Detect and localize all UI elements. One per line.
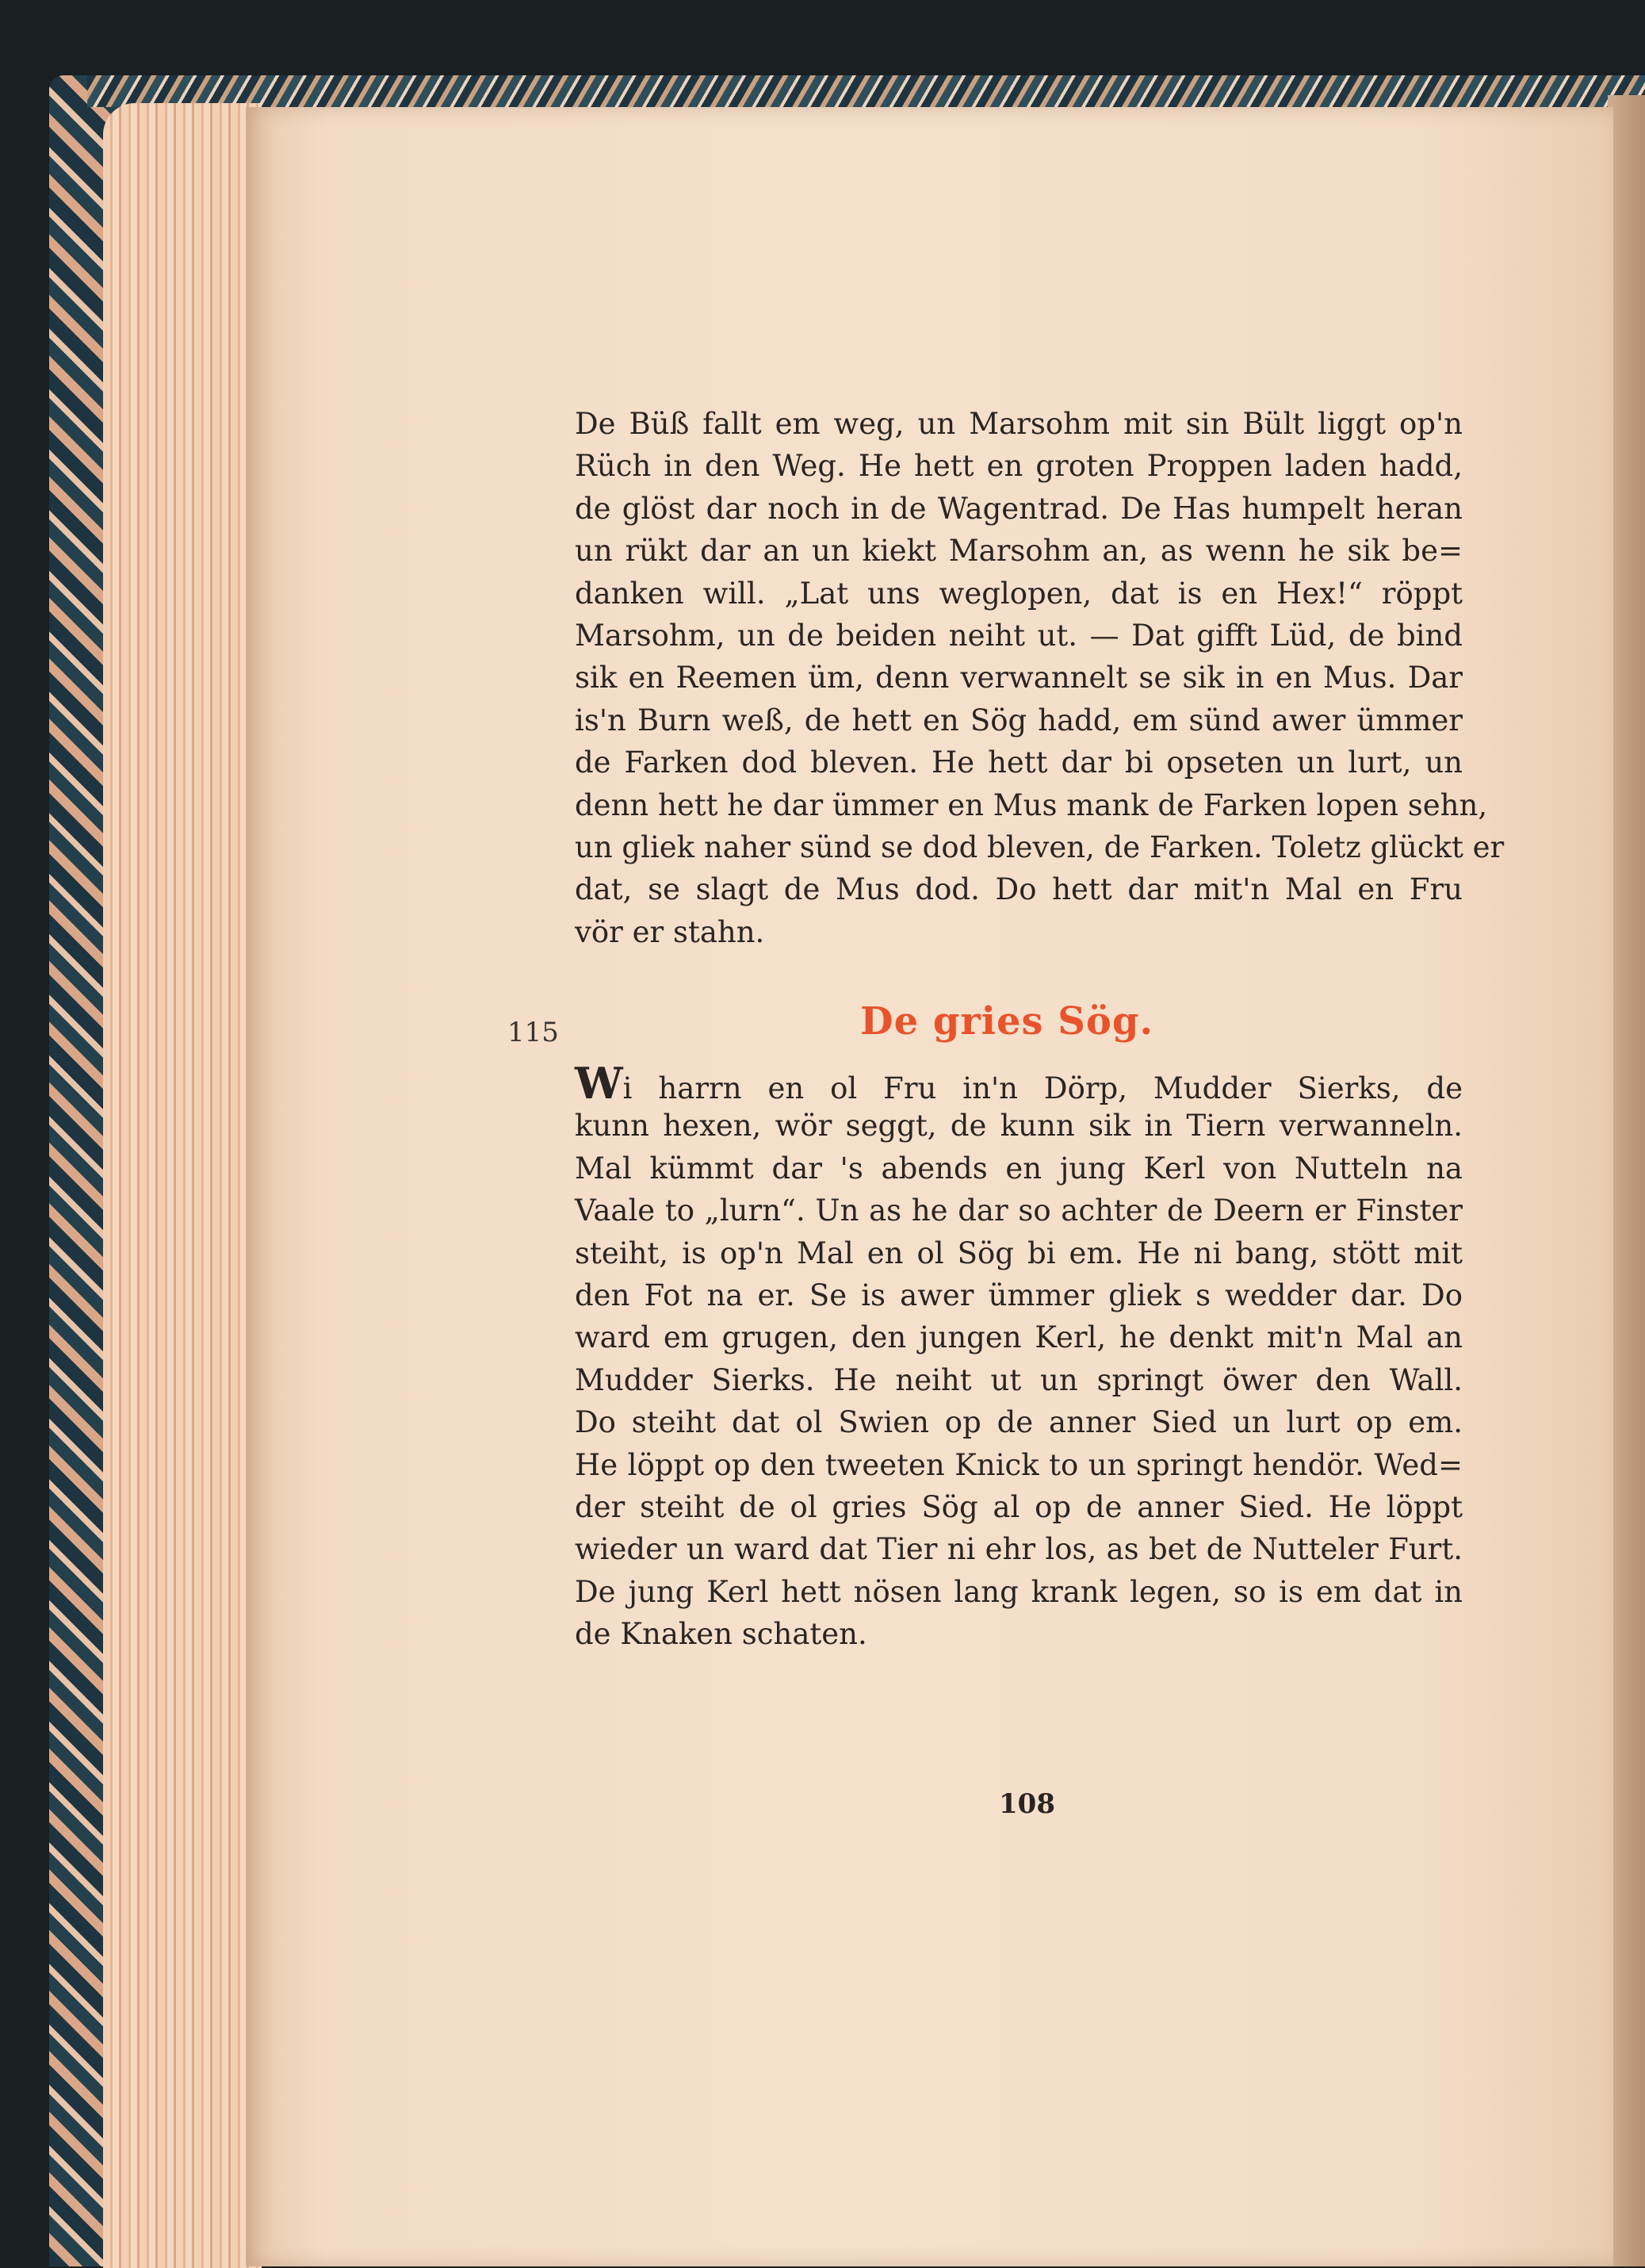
- text-line: ward em grugen, den jungen Kerl, he denkt mit'n Mal an: [575, 1320, 1463, 1355]
- text-line: wieder un ward dat Tier ni ehr los, as bet de Nutteler Furt.: [575, 1532, 1463, 1567]
- text-line: denn hett he dar ümmer en Mus mank de Farken lopen sehn,: [575, 787, 1488, 822]
- text-line: steiht, is op'n Mal en ol Sög bi em. He ni bang, stött mit: [575, 1236, 1463, 1270]
- text-line: is'n Burn weß, de hett en Sög hadd, em sünd awer ümmer: [575, 703, 1463, 737]
- page-number: 108: [999, 1788, 1055, 1820]
- text-line: der steiht de ol gries Sög al op de anner Sied. He löppt: [575, 1489, 1463, 1524]
- drop-cap: W: [575, 1058, 623, 1109]
- text-line: Rüch in den Weg. He hett en groten Proppen laden hadd,: [575, 449, 1463, 484]
- text-line: Mudder Sierks. He neiht ut un springt öwer den Wall.: [575, 1362, 1463, 1397]
- text-line: danken will. „Lat uns weglopen, dat is en Hex!“ röppt: [575, 576, 1463, 611]
- text-line: De jung Kerl hett nösen lang krank legen, so is em dat in: [575, 1574, 1463, 1609]
- facing-page-edge: [1608, 95, 1645, 2266]
- page-edges: [103, 103, 262, 2268]
- text-line: de Farken dod bleven. He hett dar bi opseten un lurt, un: [575, 745, 1463, 780]
- text-line: vör er stahn.: [575, 914, 765, 949]
- paragraph-1: [575, 403, 1505, 953]
- text-line: He löppt op den tweeten Knick to un springt hendör. Wed=: [575, 1447, 1463, 1482]
- text-line: un rükt dar an un kiekt Marsohm an, as wenn he sik be=: [575, 534, 1463, 569]
- text-line: den Fot na er. Se is awer ümmer gliek s wedder dar. Do: [575, 1278, 1463, 1312]
- text-line: de Knaken schaten.: [575, 1617, 867, 1652]
- text-line: De Büß fallt em weg, un Marsohm mit sin Bült liggt op'n: [575, 407, 1463, 441]
- paragraph-2: [575, 1058, 1463, 1655]
- text-line: un gliek naher sünd se dod bleven, de Farken. Toletz glückt er: [575, 829, 1505, 864]
- text-line: kunn hexen, wör seggt, de kunn sik in Tiern verwanneln.: [575, 1109, 1463, 1144]
- text-line: Vaale to „lurn“. Un as he dar so achter de Deern er Finster: [575, 1193, 1463, 1228]
- text-line: Marsohm, un de beiden neiht ut. — Dat gifft Lüd, de bind: [575, 618, 1463, 653]
- chapter-title: De gries Sög.: [860, 999, 1154, 1044]
- text-line: dat, se slagt de Mus dod. Do hett dar mit'n Mal en Fru: [575, 872, 1463, 907]
- margin-number: 115: [507, 1017, 559, 1048]
- text-line-rest: i harrn en ol Fru in'n Dörp, Mudder Sierks, de: [622, 1071, 1463, 1105]
- text-line: Do steiht dat ol Swien op de anner Sied un lurt op em.: [575, 1405, 1463, 1440]
- cover-pattern-band: [87, 75, 1645, 107]
- text-line: sik en Reemen üm, denn verwannelt se sik in en Mus. Dar: [575, 661, 1463, 695]
- text-line-first: [575, 1058, 1463, 1109]
- text-line: Mal kümmt dar 's abends en jung Kerl von Nutteln na: [575, 1151, 1463, 1186]
- text-line: de glöst dar noch in de Wagentrad. De Has humpelt heran: [575, 491, 1463, 526]
